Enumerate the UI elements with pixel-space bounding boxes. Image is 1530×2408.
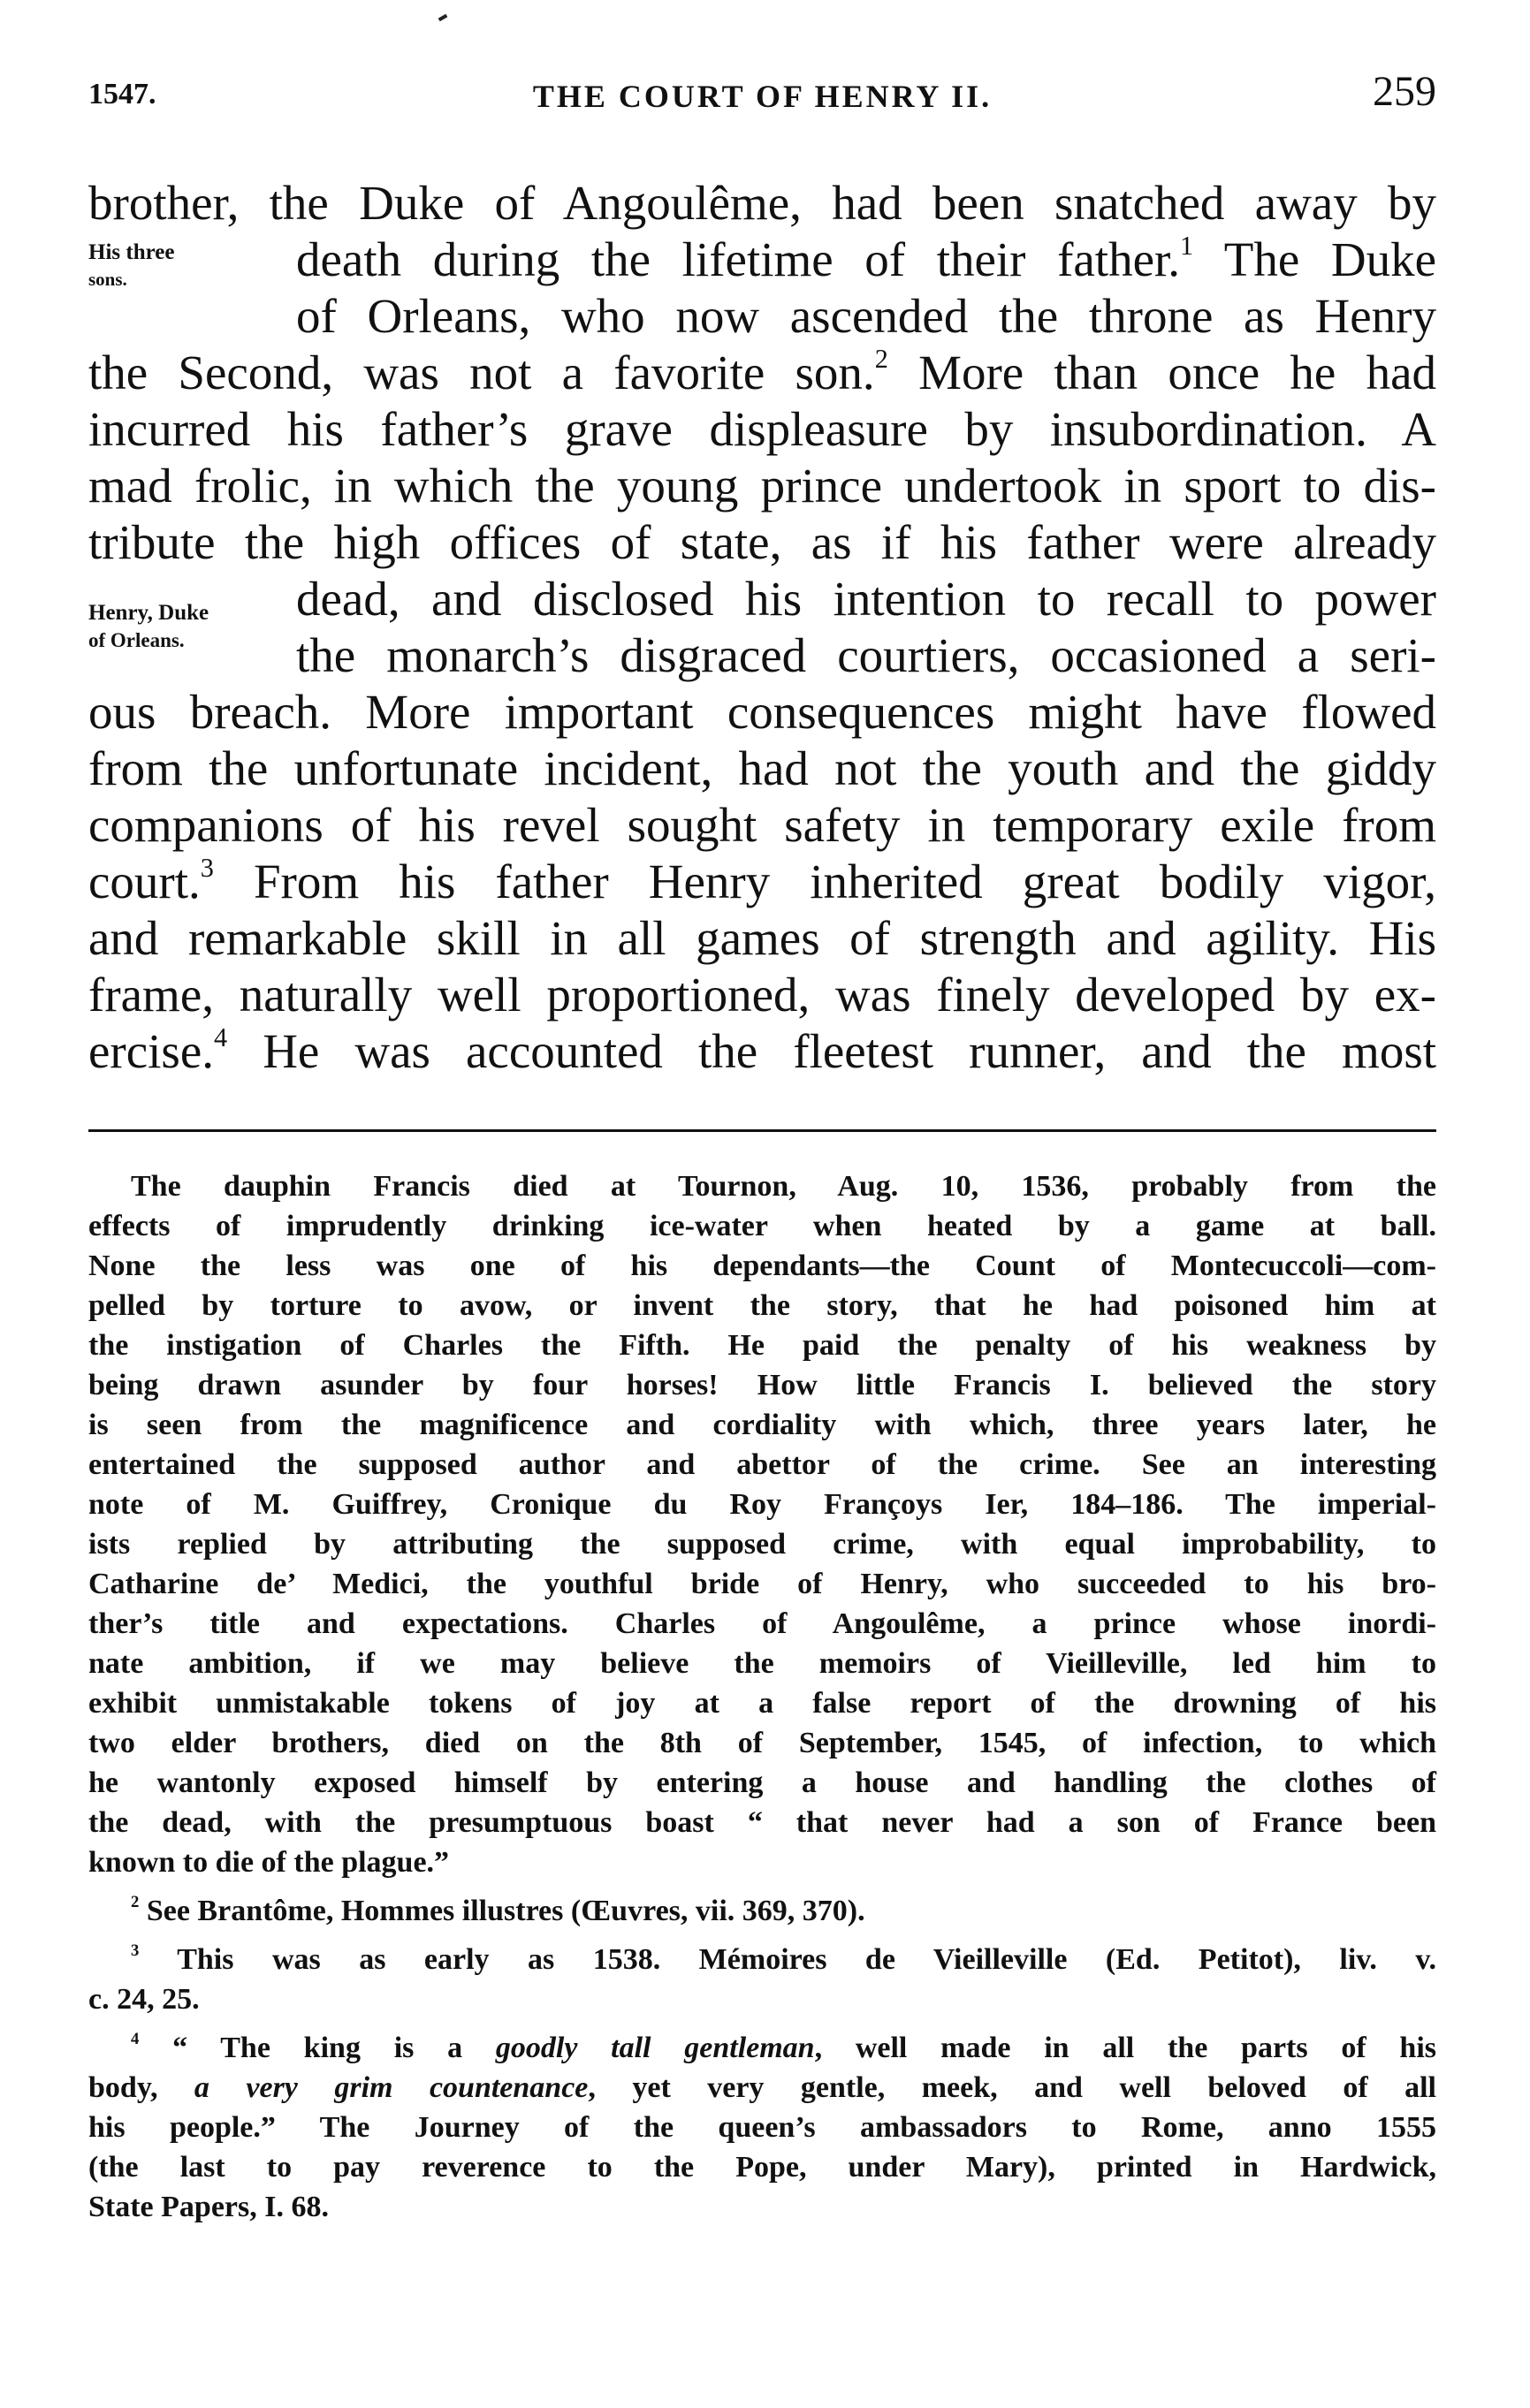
stray-ink-mark: [438, 14, 448, 21]
text-line: companions of his revel sought safety in temporary exile from: [88, 798, 1436, 852]
footnote-line: None the less was one of his dependants—the Count of Montecuccoli—com-: [88, 1250, 1436, 1282]
text-line: and remarkable skill in all games of strength and agility. His: [88, 911, 1436, 965]
footnote-ref: 2: [874, 343, 888, 374]
footnote-line: is seen from the magnificence and cordiality with which, three years later, he: [88, 1409, 1436, 1441]
footnote-2: $^2$ See Brantôme, Hommes illustres (Œuvres, vii. 369, 370).: [131, 1893, 865, 1927]
footnote-line: the dead, with the presumptuous boast “ that never had a son of France been: [88, 1806, 1436, 1839]
footnote-line: (the last to pay reverence to the Pope, under Mary), printed in Hardwick,: [88, 2151, 1436, 2184]
footnote-line: c. 24, 25.: [88, 1983, 200, 2016]
footnote-line: nate ambition, if we may believe the memoirs of Vieilleville, led him to: [88, 1647, 1436, 1680]
text-line: court.$^3$ From his father Henry inherited great bodily vigor,: [88, 852, 1437, 908]
footnote-line: the instigation of Charles the Fifth. He paid the penalty of his weakness by: [88, 1329, 1436, 1362]
footnote-line: ther’s title and expectations. Charles of Angoulême, a prince whose inordi-: [88, 1607, 1436, 1640]
footnote-ref: 3: [200, 852, 214, 883]
footnote-line: pelled by torture to avow, or invent the story, that he had poisoned him at: [88, 1289, 1436, 1322]
footnote-line: exhibit unmistakable tokens of joy at a false report of the drowning of his: [88, 1687, 1436, 1720]
footnote-ref: 4: [214, 1022, 228, 1052]
text-line: incurred his father’s grave displeasure by insubordination. A: [88, 402, 1436, 456]
text-line: death during the lifetime of their father.$^1$ The Duke: [296, 230, 1436, 286]
footnote-line: two elder brothers, died on the 8th of September, 1545, of infection, to which: [88, 1727, 1436, 1759]
text-line: frame, naturally well proportioned, was finely developed by ex-: [88, 968, 1436, 1022]
footnote-mark: 2: [131, 1893, 140, 1912]
footnote-line: entertained the supposed author and abettor of the crime. See an interesting: [88, 1448, 1436, 1481]
footnote-line: he wantonly exposed himself by entering a house and handling the clothes of: [88, 1766, 1436, 1799]
text-line: from the unfortunate incident, had not the youth and the giddy: [88, 741, 1436, 795]
footnote-line: State Papers, I. 68.: [88, 2191, 329, 2223]
footnote-4: $^4$ “ The king is a goodly tall gentleman, well made in all the parts of his: [131, 2030, 1436, 2064]
footnote-ref: 1: [1180, 230, 1194, 261]
text-line: mad frolic, in which the young prince undertook in sport to dis-: [88, 459, 1436, 513]
text-line: the Second, was not a favorite son.$^2$ More than once he had: [88, 343, 1436, 399]
running-header: [88, 68, 1436, 125]
margin-note-henry-duke-of-orleans: Henry, Duke of Orleans.: [88, 601, 209, 651]
footnote-line: known to die of the plague.”: [88, 1846, 450, 1879]
header-year: 1547.: [88, 78, 156, 110]
text-line: ercise.$^4$ He was accounted the fleetest runner, and the most: [88, 1022, 1436, 1078]
footnote-line: The dauphin Francis died at Tournon, Aug. 10, 1536, probably from the: [131, 1170, 1436, 1203]
footnote-3: $^3$ This was as early as 1538. Mémoires de Vieilleville (Ed. Petitot), liv. v.: [131, 1941, 1436, 1976]
footnote-line: note of M. Guiffrey, Cronique du Roy Françoys Ier, 184–186. The imperial-: [88, 1488, 1436, 1521]
footnote-mark: 4: [131, 2030, 140, 2049]
footnote-rule: [88, 1129, 1436, 1132]
margin-note-his-three-sons: His three sons.: [88, 240, 175, 290]
footnote-line: being drawn asunder by four horses! How little Francis I. believed the story: [88, 1369, 1436, 1402]
footnote-line: ists replied by attributing the supposed crime, with equal improbability, to: [88, 1528, 1436, 1561]
footnote-line: Catharine de’ Medici, the youthful bride of Henry, who succeeded to his bro-: [88, 1568, 1436, 1600]
footnote-mark: 3: [131, 1941, 140, 1961]
text-line: the monarch’s disgraced courtiers, occasioned a seri-: [296, 628, 1436, 682]
footnote-line: body, a very grim countenance, yet very gentle, meek, and well beloved of all: [88, 2071, 1436, 2104]
text-line: of Orleans, who now ascended the throne as Henry: [296, 289, 1436, 343]
text-line: brother, the Duke of Angoulême, had been snatched away by: [88, 176, 1436, 230]
text-line: tribute the high offices of state, as if his father were already: [88, 515, 1436, 569]
text-line: dead, and disclosed his intention to recall to power: [296, 572, 1436, 626]
text-line: ous breach. More important consequences might have flowed: [88, 685, 1436, 739]
page-number: 259: [1373, 68, 1436, 115]
footnote-line: effects of imprudently drinking ice-water when heated by a game at ball.: [88, 1210, 1436, 1242]
header-title: THE COURT OF HENRY II.: [532, 79, 993, 114]
footnote-line: his people.” The Journey of the queen’s ambassadors to Rome, anno 1555: [88, 2111, 1436, 2144]
